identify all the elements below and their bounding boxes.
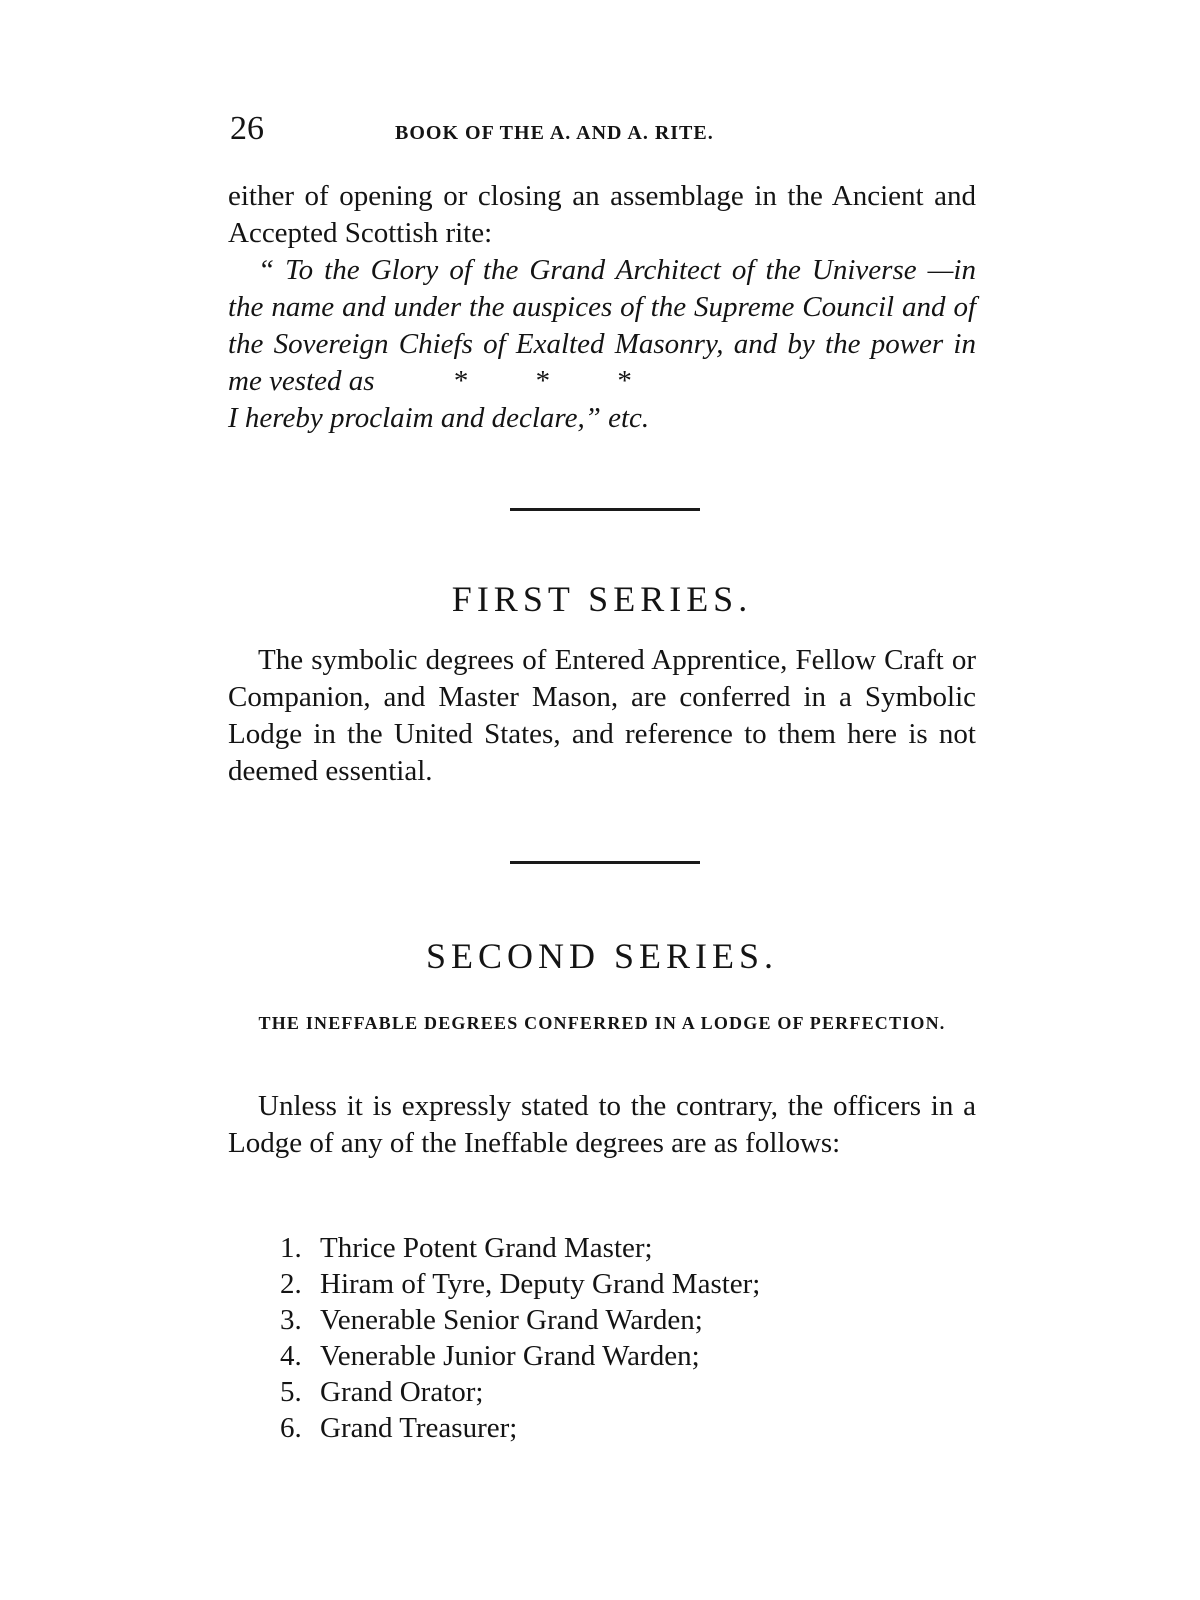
officer-item bbox=[280, 1266, 760, 1302]
officer-number: 6. bbox=[280, 1412, 302, 1444]
section-divider bbox=[510, 861, 700, 864]
proclamation-quote bbox=[228, 252, 976, 400]
first-series-paragraph: The symbolic degrees of Entered Apprentice, Fellow Craft or Companion, and Master Mason, are conferred in a Symbolic Lodge in the United States, and reference to them here is not deemed essential. bbox=[228, 644, 976, 787]
officer-number: 3. bbox=[280, 1304, 302, 1336]
officer-title: Thrice Potent Grand Master; bbox=[320, 1232, 653, 1264]
first-series-section bbox=[228, 642, 976, 790]
proclamation-text: “ To the Glory of the Grand Architect of the Universe —in the name and under the auspices of the Supreme Council and of the Sovereign Chiefs of Exalted Masonry, and by the power in me vested as bbox=[228, 254, 976, 397]
second-series-paragraph: Unless it is expressly stated to the contrary, the officers in a Lodge of any of the Ineffable degrees are as follows: bbox=[228, 1090, 976, 1159]
officer-title: Grand Orator; bbox=[320, 1376, 484, 1408]
officer-title: Grand Treasurer; bbox=[320, 1412, 518, 1444]
officer-item bbox=[280, 1302, 760, 1338]
officer-item bbox=[280, 1230, 760, 1266]
running-title: BOOK OF THE A. AND A. RITE. bbox=[395, 122, 714, 144]
officer-number: 5. bbox=[280, 1376, 302, 1408]
section-divider bbox=[510, 508, 700, 511]
second-series-heading: SECOND SERIES. bbox=[425, 936, 779, 976]
officer-item bbox=[280, 1410, 760, 1446]
second-series-subheading: THE INEFFABLE DEGREES CONFERRED IN A LODGE OF PERFECTION. bbox=[258, 1013, 946, 1033]
elision-stars: * * * bbox=[453, 365, 632, 397]
intro-section bbox=[228, 178, 976, 437]
second-series-section bbox=[228, 1088, 976, 1162]
officer-title: Venerable Senior Grand Warden; bbox=[320, 1304, 703, 1336]
officer-number: 4. bbox=[280, 1340, 302, 1372]
officer-number: 1. bbox=[280, 1232, 302, 1264]
officer-title: Venerable Junior Grand Warden; bbox=[320, 1340, 700, 1372]
officer-item bbox=[280, 1338, 760, 1374]
officer-list bbox=[280, 1230, 760, 1446]
proclamation-end: I hereby proclaim and declare,” etc. bbox=[228, 402, 650, 434]
first-series-heading: FIRST SERIES. bbox=[451, 579, 753, 619]
officer-number: 2. bbox=[280, 1268, 302, 1300]
running-head bbox=[225, 110, 975, 160]
page-number: 26 bbox=[230, 110, 264, 147]
officer-title: Hiram of Tyre, Deputy Grand Master; bbox=[320, 1268, 761, 1300]
officer-item bbox=[280, 1374, 760, 1410]
intro-paragraph: either of opening or closing an assemblage in the Ancient and Accepted Scottish rite: bbox=[228, 180, 976, 249]
